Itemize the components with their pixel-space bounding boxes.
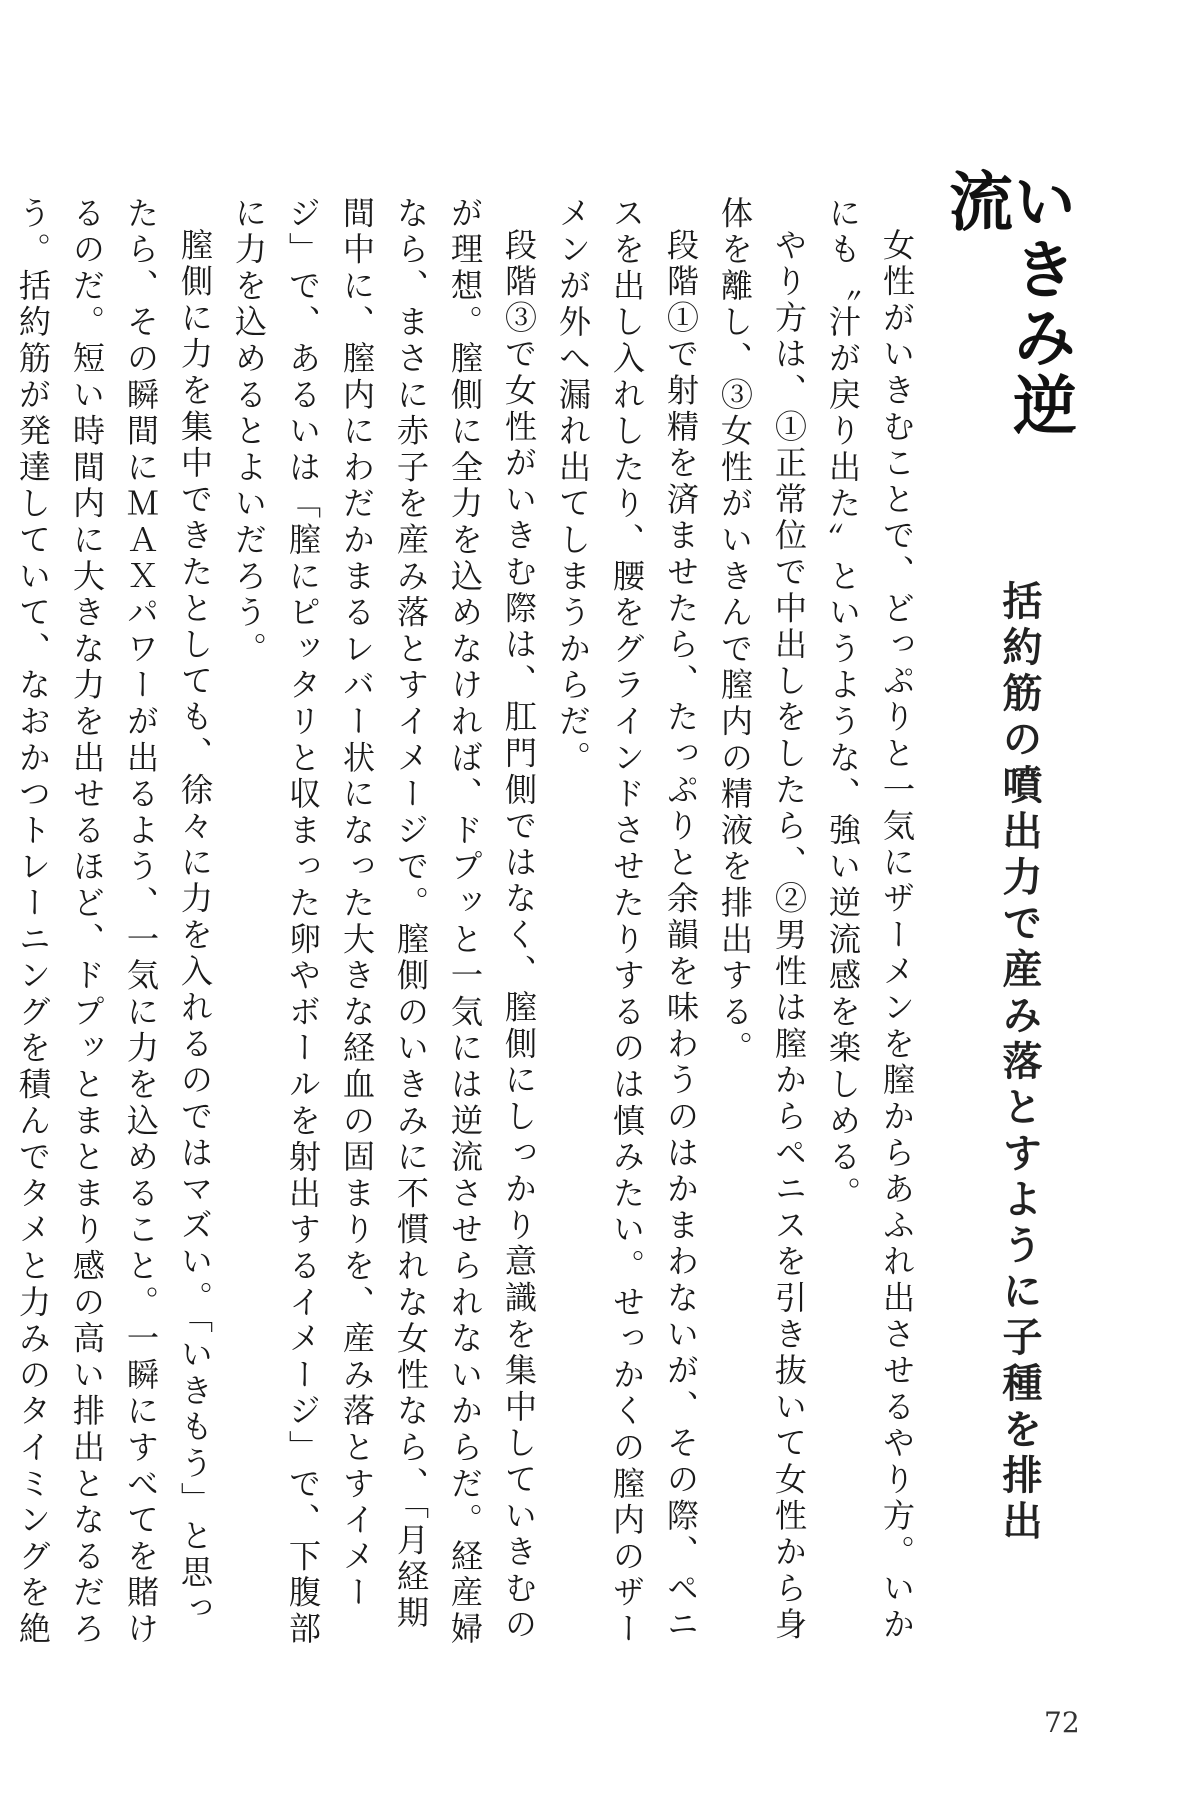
paragraph: 膣側に力を集中できたとしても、徐々に力を入れるのではマズい。「いきもう」と思ったら、その瞬間にＭＡＸパワーが出るよう、一気に力を込めること。一瞬にすべてを賭けるのだ。短い時間内に大きな力を出せるほど、ドプッとまとまり感の高い排出となるだろう。括約筋が発達していて、なおかつトレーニングを積んでタメと力みのタイミングを絶: [14, 196, 214, 1648]
section-subtitle: 括約筋の噴出力で産み落とすように子種を排出: [996, 580, 1043, 1546]
paragraph: 段階①で射精を済ませたら、たっぷりと余韻を味わうのはかまわないが、その際、ペニスを出し入れしたり、腰をグラインドさせたりするのは慎みたい。せっかくの膣内のザーメンが外へ漏れ出てしまうからだ。: [554, 196, 700, 1648]
paragraph: やり方は、①正常位で中出しをしたら、②男性は膣からペニスを引き抜いて女性から身体を離し、③女性がいきんで膣内の精液を排出する。: [716, 196, 808, 1644]
paragraph: 女性がいきむことで、どっぷりと一気にザーメンを膣からあふれ出させるやり方。いかにも〝汁が戻り出た〟というような、強い逆流感を楽しめる。: [824, 196, 916, 1644]
section-title: いきみ逆流: [938, 168, 1076, 440]
page-number: 72: [1044, 1706, 1080, 1739]
paragraph: 段階③で女性がいきむ際は、肛門側ではなく、膣側にしっかり意識を集中していきむのが理想。膣側に全力を込めなければ、ドプッと一気には逆流させられないからだ。経産婦なら、まさに赤子を産み落とすイメージで。膣側のいきみに不慣れな女性なら、「月経期間中に、膣内にわだかまるレバー状になった大きな経血の固まりを、産み落とすイメージ」で、あるいは「膣にピッタリと収まった卵やボールを射出するイメージ」で、下腹部に力を込めるとよいだろう。: [230, 196, 538, 1648]
body-text: [14, 196, 924, 1652]
